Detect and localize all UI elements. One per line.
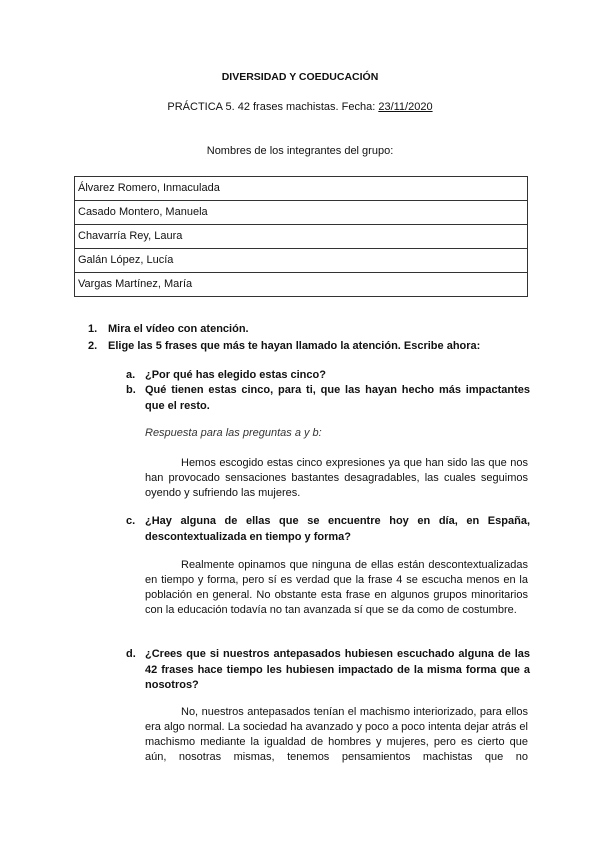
table-row — [75, 225, 528, 249]
document-title: DIVERSIDAD Y COEDUCACIÓN — [221, 71, 379, 83]
members-label: Nombres de los integrantes del grupo: — [206, 145, 394, 157]
instruction-number: 1. — [88, 323, 98, 335]
answer-d: No, nuestros antepasados tenían el machismo interiorizado, para ellos era algo normal. La sociedad ha avanzado y poco a poco intenta dejar atrás el machismo mediante la igualdad de hombres y mujeres, pero es cierto que aún, nosotras mismas, tenemos pensamientos machistas que no — [145, 706, 528, 763]
answer-ab: Hemos escogido estas cinco expresiones ya que han sido las que nos han provocado sensaciones bastantes desagradables, las cuales seguimos oyendo y sufriendo las mujeres. — [145, 457, 528, 499]
instruction-text: Elige las 5 frases que más te hayan llamado la atención. Escribe ahora: — [108, 340, 481, 352]
table-row — [75, 273, 528, 297]
members-table — [74, 176, 528, 297]
question-c: ¿Hay alguna de ellas que se encuentre hoy en día, en España, descontextualizada en tiempo y forma? — [145, 515, 530, 543]
question-a: ¿Por qué has elegido estas cinco? — [145, 369, 326, 381]
table-row — [75, 249, 528, 273]
question-d: ¿Crees que si nuestros antepasados hubiesen escuchado alguna de las 42 frases hace tiempo les hubiesen impactado de la misma forma que a nosotros? — [145, 648, 530, 691]
subtitle-text: PRÁCTICA 5. 42 frases machistas. Fecha: — [167, 101, 379, 113]
answer-label: Respuesta para las preguntas a y b: — [145, 427, 322, 439]
table-row — [75, 177, 528, 201]
instruction-text: Mira el vídeo con atención. — [108, 323, 249, 335]
question-letter: c. — [126, 515, 136, 527]
answer-c: Realmente opinamos que ninguna de ellas están descontextualizadas en tiempo y forma, pero sí es verdad que la frase 4 se escucha menos en la población en general. No obstante esta frase en algunos grupos minoritarios con la educación todavía no tan avanzada sí que se da como de costumbre. — [145, 559, 528, 616]
member-name: Vargas Martínez, María — [75, 273, 528, 297]
question-letter: a. — [126, 369, 136, 381]
member-name: Álvarez Romero, Inmaculada — [75, 177, 528, 201]
member-name: Casado Montero, Manuela — [75, 201, 528, 225]
member-name: Galán López, Lucía — [75, 249, 528, 273]
date: 23/11/2020 — [378, 101, 433, 113]
instruction-number: 2. — [88, 340, 98, 352]
document-subtitle — [0, 101, 600, 113]
member-name: Chavarría Rey, Laura — [75, 225, 528, 249]
question-letter: b. — [126, 384, 136, 396]
table-row — [75, 201, 528, 225]
question-b: Qué tienen estas cinco, para ti, que las hayan hecho más impactantes que el resto. — [145, 384, 530, 412]
question-letter: d. — [126, 648, 136, 660]
